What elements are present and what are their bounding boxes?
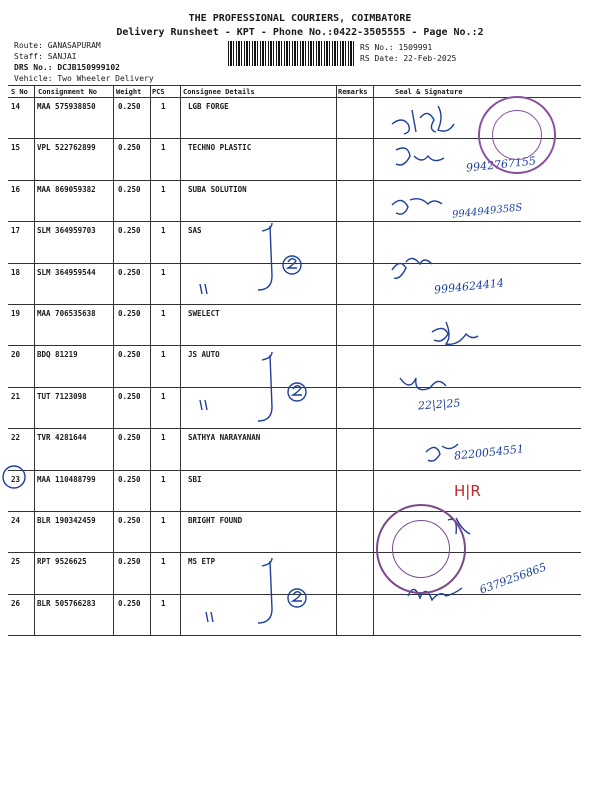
cell-weight: 0.250: [118, 350, 141, 360]
cell-consignment: TUT 7123098: [37, 391, 87, 401]
cell-pcs: 1: [161, 516, 166, 525]
table-top-rule: [8, 85, 581, 86]
cell-consignee: JS AUTO: [188, 350, 220, 360]
cell-pcs: 1: [161, 350, 166, 360]
cell-consignment: RPT 9526625: [37, 557, 87, 567]
cell-weight: 0.250: [118, 309, 141, 318]
cell-pcs: 1: [161, 226, 166, 236]
cell-consignment: BDQ 81219: [37, 350, 78, 360]
cell-consignee: TECHNO PLASTIC: [188, 143, 252, 153]
cell-sno: 22: [11, 433, 21, 443]
cell-weight: 0.250: [118, 516, 141, 525]
cell-consignee: MS ETP: [188, 557, 216, 567]
cell-sno: 14: [11, 102, 21, 111]
cell-sno: 23: [11, 474, 21, 484]
vehicle-text: Vehicle: Two Wheeler Delivery: [14, 74, 154, 83]
staff-text: Staff: SANJAI: [14, 52, 77, 61]
company-title: THE PROFESSIONAL COURIERS, COIMBATORE: [188, 13, 412, 24]
cell-sno: 18: [11, 267, 21, 277]
stamp-inner-ring: [492, 110, 542, 160]
cell-weight: 0.250: [118, 474, 141, 484]
row-rule: [8, 470, 581, 471]
circled-2-b: [288, 383, 306, 401]
cell-consignment: MAA 110488799: [37, 474, 96, 484]
cell-consignment: BLR 505766283: [37, 598, 96, 608]
cell-consignee: SAS: [188, 226, 202, 236]
cell-pcs: 1: [161, 102, 166, 111]
cell-pcs: 1: [161, 309, 166, 318]
cell-consignee: SUBA SOLUTION: [188, 184, 247, 194]
drs-text: DRS No.: DCJB150999102: [14, 63, 120, 72]
cell-consignment: MAA 869059382: [37, 184, 96, 194]
cell-pcs: 1: [161, 184, 166, 194]
rs-date-text: RS Date: 22-Feb-2025: [360, 54, 457, 63]
cell-pcs: 1: [161, 433, 166, 443]
bright-foundries-stamp: [376, 504, 466, 594]
cell-sno: 24: [11, 516, 21, 525]
cell-weight: 0.250: [118, 184, 141, 194]
header-consignment: Consignment No: [38, 88, 98, 96]
cell-weight: 0.250: [118, 102, 141, 111]
cell-pcs: 1: [161, 267, 166, 277]
cell-consignment: TVR 4281644: [37, 433, 87, 443]
cell-weight: 0.250: [118, 557, 141, 567]
cell-weight: 0.250: [118, 143, 141, 153]
cell-sno: 17: [11, 226, 21, 236]
signature-row14: [392, 106, 454, 134]
cell-sno: 20: [11, 350, 21, 360]
cell-weight: 0.250: [118, 391, 141, 401]
cell-weight: 0.250: [118, 598, 141, 608]
cell-pcs: 1: [161, 557, 166, 567]
row-rule: [8, 594, 581, 595]
cell-consignee: BRIGHT FOUND: [188, 516, 243, 525]
cell-sno: 21: [11, 391, 21, 401]
signature-row18: [392, 258, 432, 278]
circled-2-a: [283, 256, 301, 274]
cell-sno: 15: [11, 143, 21, 153]
table-header-rule: [8, 97, 581, 98]
row-rule: [8, 345, 581, 346]
circled-2-c: [288, 589, 306, 607]
cell-sno: 19: [11, 309, 21, 318]
cell-sno: 16: [11, 184, 21, 194]
cell-consignee: SATHYA NARAYANAN: [188, 433, 261, 443]
meta-right: [360, 42, 456, 64]
barcode-image: [228, 41, 355, 66]
handwritten-phone-row16: 9944949358S: [451, 202, 523, 221]
lgb-forge-stamp: [478, 96, 556, 174]
tick-18: [200, 284, 207, 294]
bracket-25-26: [258, 558, 272, 623]
header-seal: Seal & Signature: [395, 88, 463, 96]
cell-sno: 25: [11, 557, 21, 567]
cell-consignment: SLM 364959703: [37, 226, 96, 236]
signature-row16: [392, 199, 442, 214]
cell-consignment: VPL 522762899: [37, 143, 96, 153]
cell-weight: 0.250: [118, 226, 141, 236]
cell-consignment: SLM 364959544: [37, 267, 96, 277]
cell-consignment: MAA 575938850: [37, 102, 96, 111]
tick-21: [200, 400, 207, 410]
handwritten-phone-row22: 8220054551: [453, 442, 525, 463]
route-text: Route: GANASAPURAM: [14, 41, 101, 50]
handwritten-phone-row15: 9942767155: [465, 154, 537, 175]
row-rule: [8, 387, 581, 388]
cell-consignee: LGB FORGE: [188, 102, 229, 111]
runsheet-subtitle: Delivery Runsheet - KPT - Phone No.:0422-3505555 - Page No.:2: [116, 27, 484, 38]
header-sno: S No: [11, 88, 28, 96]
row-rule: [8, 635, 581, 636]
cell-pcs: 1: [161, 474, 166, 484]
header-weight: Weight: [116, 88, 142, 96]
header-consignee: Consignee Details: [183, 88, 255, 96]
header-remarks: Remarks: [338, 88, 368, 96]
row-rule: [8, 304, 581, 305]
cell-sno: 26: [11, 598, 21, 608]
remark-hr: H|R: [454, 482, 481, 500]
signature-row19: [432, 322, 478, 344]
meta-left: [14, 40, 154, 84]
cell-consignee: SBI: [188, 474, 202, 484]
signature-row20: [400, 378, 446, 390]
cell-weight: 0.250: [118, 267, 141, 277]
row-rule: [8, 511, 581, 512]
handwritten-phone-row18: 9994624414: [433, 276, 505, 297]
rs-no-text: RS No.: 1509991: [360, 43, 433, 52]
row-rule: [8, 428, 581, 429]
cell-consignment: BLR 190342459: [37, 516, 96, 525]
cell-consignee: SWELECT: [188, 309, 220, 318]
cell-pcs: 1: [161, 598, 166, 608]
row-rule: [8, 263, 581, 264]
signature-row15: [396, 148, 444, 165]
row-rule: [8, 552, 581, 553]
handwritten-date-row21: 22|2|25: [417, 396, 461, 413]
tick-26: [206, 612, 213, 622]
row-rule: [8, 180, 581, 181]
bracket-17-18: [258, 223, 272, 290]
handwritten-phone-row25: 6379256865: [477, 560, 549, 597]
row-rule: [8, 221, 581, 222]
cell-pcs: 1: [161, 391, 166, 401]
cell-pcs: 1: [161, 143, 166, 153]
cell-consignment: MAA 706535638: [37, 309, 96, 318]
header-pcs: PCS: [152, 88, 165, 96]
cell-weight: 0.250: [118, 433, 141, 443]
stamp-inner-ring: [392, 520, 450, 578]
